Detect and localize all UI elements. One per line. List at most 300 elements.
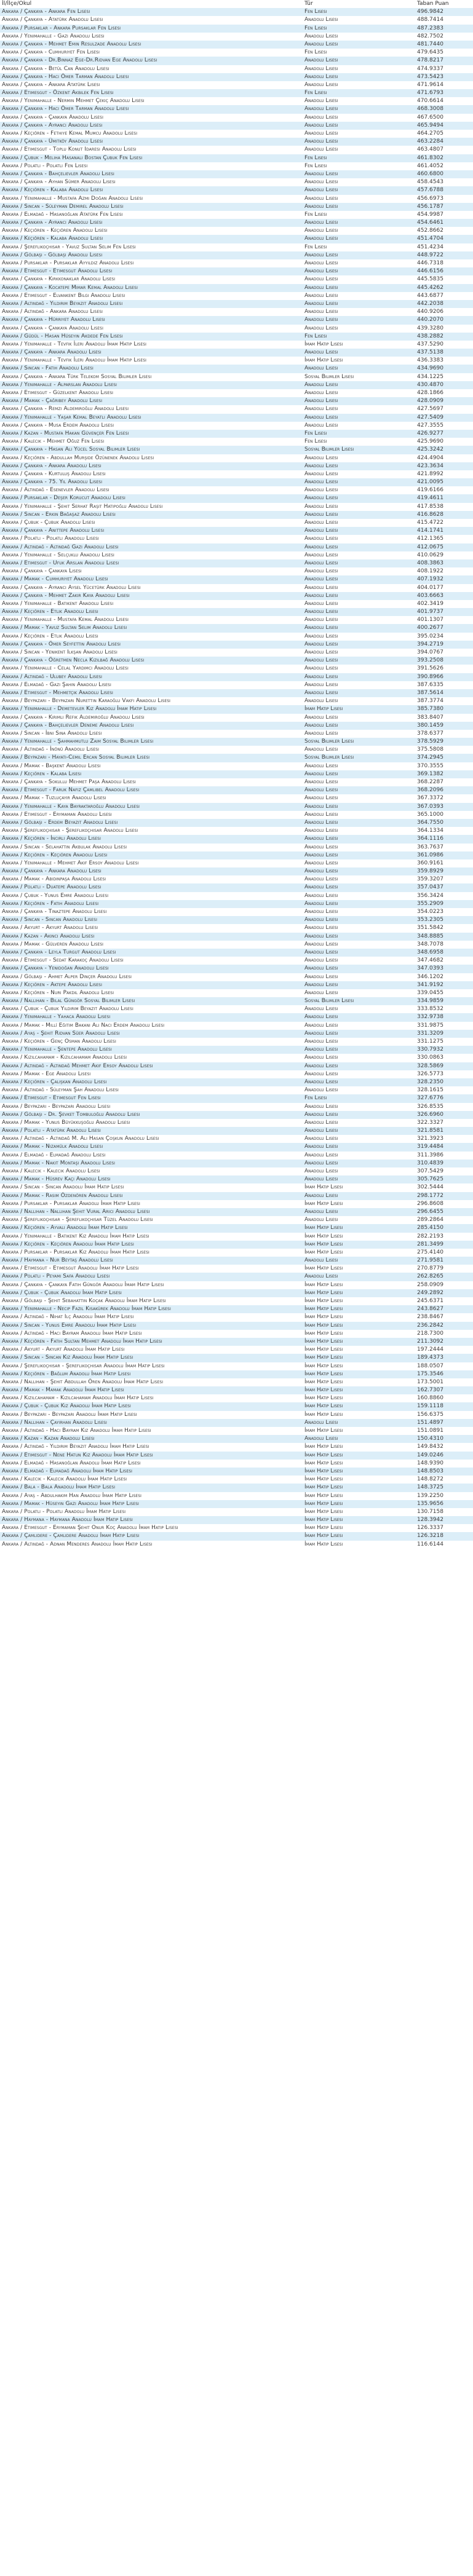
school-type-cell: Anadolu Lisesi — [304, 292, 338, 299]
table-row — [0, 1386, 473, 1394]
school-type-cell: Anadolu Lisesi — [304, 106, 338, 113]
school-name-cell: Ankara / Mamak - Yunus Büyükkuşoğlu Anadolu Lisesi — [2, 1119, 130, 1126]
score-cell: 481.7440 — [417, 41, 443, 47]
score-cell: 148.9390 — [417, 1460, 443, 1466]
table-row — [0, 1103, 473, 1111]
school-type-cell: Anadolu Lisesi — [304, 673, 338, 680]
school-name-cell: Ankara / Sincan - Sincan Anadolu Lisesi — [2, 917, 97, 923]
school-name-cell: Ankara / Keçiören - Bağlum Anadolu İmam Hatip Lisesi — [2, 1370, 131, 1377]
table-row — [0, 1030, 473, 1038]
school-name-cell: Ankara / Keçiören - Fatih Anadolu Lisesi — [2, 900, 99, 907]
table-row — [0, 170, 473, 178]
table-row — [0, 1241, 473, 1249]
table-row — [0, 1135, 473, 1143]
school-name-cell: Ankara / Yenimahalle - Celal Yardımcı Anadolu Lisesi — [2, 665, 129, 672]
school-name-cell: Ankara / Elmadağ - Hasanoğlan Anadolu İmam Hatip Lisesi — [2, 1460, 141, 1466]
table-row — [0, 1175, 473, 1183]
school-name-cell: Ankara / Etimesgut - Nene Hatun Kız Anadolu İmam Hatip Lisesi — [2, 1452, 153, 1458]
school-name-cell: Ankara / Keçiören - Keçiören Anadolu Lisesi — [2, 851, 108, 858]
score-cell: 458.4543 — [417, 179, 443, 186]
table-row — [0, 965, 473, 973]
table-row — [0, 997, 473, 1005]
school-type-cell: Anadolu Lisesi — [304, 625, 338, 631]
score-cell: 238.8467 — [417, 1314, 443, 1321]
school-name-cell: Ankara / Çankaya - Çankaya Fatih Güngör Anadolu İmam Hatip Lisesi — [2, 1281, 164, 1288]
school-name-cell: Ankara / Çankaya - Kırımlı Refik Aldemiroğlu Anadolu Lisesi — [2, 714, 145, 721]
school-name-cell: Ankara / Keçiören - Etlik Anadolu Lisesi — [2, 609, 98, 615]
school-name-cell: Ankara / Etimesgut - Erymaman Şehit Onur Koç Anadolu İmam Hatip Lisesi — [2, 1525, 178, 1531]
school-type-cell: İmam Hatip Lisesi — [304, 1330, 343, 1337]
school-type-cell: Anadolu Lisesi — [304, 1046, 338, 1053]
school-type-cell: Anadolu Lisesi — [304, 641, 338, 647]
school-type-cell: İmam Hatip Lisesi — [304, 1428, 343, 1434]
table-row — [0, 8, 473, 16]
school-type-cell: Anadolu Lisesi — [304, 195, 338, 202]
school-name-cell: Ankara / Altındağ - Yıldırım Beyazıt Anadolu İmam Hatip Lisesi — [2, 1444, 149, 1450]
score-cell: 437.5138 — [417, 349, 443, 356]
school-type-cell: Anadolu Lisesi — [304, 617, 338, 623]
school-type-cell: Anadolu Lisesi — [304, 98, 338, 105]
score-cell: 456.6973 — [417, 195, 443, 202]
school-type-cell: Anadolu Lisesi — [304, 1078, 338, 1085]
school-type-cell: Anadolu Lisesi — [304, 57, 338, 64]
score-cell: 327.6776 — [417, 1095, 443, 1102]
school-type-cell: İmam Hatip Lisesi — [304, 1362, 343, 1369]
school-type-cell: Anadolu Lisesi — [304, 543, 338, 550]
school-name-cell: Ankara / Çankaya - Hacı Ömer Tarman Anadolu Lisesi — [2, 73, 129, 80]
table-row — [0, 1305, 473, 1313]
school-name-cell: Ankara / Yenimahalle - Yaşar Kemal Beyatlı Anadolu Lisesi — [2, 414, 141, 421]
score-cell: 211.3092 — [417, 1338, 443, 1345]
table-row — [0, 1013, 473, 1021]
school-type-cell: Anadolu Lisesi — [304, 941, 338, 947]
score-cell: 298.1772 — [417, 1192, 443, 1199]
school-name-cell: Ankara / Sincan - Yenikent Ilkşan Anadolu Lisesi — [2, 649, 117, 655]
table-row — [0, 786, 473, 794]
school-name-cell: Ankara / Çankaya - Ayrancı Aysel Yücetürk Anadolu Lisesi — [2, 584, 141, 591]
school-type-cell: Anadolu Lisesi — [304, 981, 338, 988]
school-name-cell: Ankara / Çankaya - Bahçelievler Deneme Anadolu Lisesi — [2, 722, 134, 729]
score-cell: 356.3424 — [417, 892, 443, 899]
table-row — [0, 243, 473, 251]
school-type-cell: İmam Hatip Lisesi — [304, 1225, 343, 1231]
school-type-cell: Anadolu Lisesi — [304, 1273, 338, 1280]
score-cell: 321.3923 — [417, 1136, 443, 1142]
score-cell: 443.6877 — [417, 292, 443, 299]
table-row — [0, 438, 473, 446]
table-row — [0, 1273, 473, 1281]
school-name-cell: Ankara / Çankaya - Dr.Binnaz Ege-Dr.Rıdvan Ege Anadolu Lisesi — [2, 57, 157, 64]
school-name-cell: Ankara / Mamak - Millî Eğitim Bakanı Ali Naci Erdem Anadolu Lisesi — [2, 1022, 165, 1029]
score-cell: 348.8885 — [417, 933, 443, 939]
table-row — [0, 33, 473, 41]
school-name-cell: Ankara / Mamak - Hüseyin Gazi Anadolu İmam Hatip Lisesi — [2, 1500, 139, 1507]
table-row — [0, 1046, 473, 1054]
table-row — [0, 981, 473, 989]
score-cell: 197.2444 — [417, 1346, 443, 1353]
score-cell: 341.9192 — [417, 981, 443, 988]
score-cell: 468.3008 — [417, 106, 443, 113]
school-type-cell: Anadolu Lisesi — [304, 1087, 338, 1094]
school-type-cell: Anadolu Lisesi — [304, 730, 338, 737]
score-cell: 478.8217 — [417, 57, 443, 64]
school-type-cell: Anadolu Lisesi — [304, 1176, 338, 1183]
table-row — [0, 349, 473, 357]
school-type-cell: Anadolu Lisesi — [304, 325, 338, 331]
table-row — [0, 430, 473, 438]
score-cell: 359.8929 — [417, 868, 443, 875]
school-name-cell: Ankara / Yenimahalle - Tevfik İleri Anadolu İmam Hatip Lisesi — [2, 341, 146, 347]
school-name-cell: Ankara / Etimesgut - Sedat Karakoç Anadolu Lisesi — [2, 957, 124, 964]
score-cell: 305.7625 — [417, 1176, 443, 1183]
table-row — [0, 908, 473, 916]
school-name-cell: Ankara / Gölbaşı - Dr. Şevket Tombuloğlu Anadolu Lisesi — [2, 1111, 140, 1118]
school-type-cell: Anadolu Lisesi — [304, 17, 338, 23]
school-type-cell: İmam Hatip Lisesi — [304, 1525, 343, 1531]
table-row — [0, 357, 473, 365]
score-cell: 425.9690 — [417, 438, 443, 445]
table-row — [0, 65, 473, 73]
score-cell: 463.2284 — [417, 138, 443, 145]
score-cell: 354.0223 — [417, 909, 443, 915]
school-type-cell: Sosyal Bilimler Lisesi — [304, 998, 354, 1005]
school-type-cell: Anadolu Lisesi — [304, 479, 338, 486]
school-name-cell: Ankara / Yenimahalle - Gazi Anadolu Lisesi — [2, 33, 105, 39]
school-type-cell: Anadolu Lisesi — [304, 520, 338, 526]
score-cell: 434.9690 — [417, 365, 443, 372]
score-cell: 333.8532 — [417, 1006, 443, 1013]
table-row — [0, 600, 473, 608]
score-cell: 457.6788 — [417, 187, 443, 194]
score-cell: 326.8535 — [417, 1103, 443, 1110]
school-type-cell: Anadolu Lisesi — [304, 1192, 338, 1199]
score-cell: 126.3218 — [417, 1533, 443, 1539]
table-row — [0, 657, 473, 665]
school-type-cell: İmam Hatip Lisesi — [304, 1338, 343, 1345]
score-cell: 249.2892 — [417, 1289, 443, 1296]
score-cell: 302.5444 — [417, 1184, 443, 1191]
table-row — [0, 105, 473, 113]
school-name-cell: Ankara / Çubuk - Çubuk Anadolu Lisesi — [2, 520, 95, 526]
school-type-cell: Fen Lisesi — [304, 25, 327, 31]
score-cell: 149.0246 — [417, 1452, 443, 1458]
score-cell: 332.9738 — [417, 1014, 443, 1021]
table-row — [0, 803, 473, 811]
school-type-cell: İmam Hatip Lisesi — [304, 1233, 343, 1239]
school-name-cell: Ankara / Polatlı - Polatlı Fen Lisesi — [2, 162, 88, 169]
school-name-cell: Ankara / Çankaya - Ankara Anadolu Lisesi — [2, 462, 101, 469]
table-row — [0, 373, 473, 381]
table-row — [0, 1022, 473, 1030]
table-row — [0, 989, 473, 997]
school-type-cell: Anadolu Lisesi — [304, 1030, 338, 1037]
table-row — [0, 1330, 473, 1338]
school-name-cell: Ankara / Altındağ - Esenevler Anadolu Lisesi — [2, 487, 109, 494]
table-row — [0, 1167, 473, 1175]
school-type-cell: Anadolu Lisesi — [304, 300, 338, 307]
school-name-cell: Ankara / Altındağ - Altındağ Gazi Anadolu Lisesi — [2, 543, 119, 550]
school-name-cell: Ankara / Mamak - Cumhuriyet Anadolu Lisesi — [2, 576, 108, 583]
score-cell: 452.8662 — [417, 227, 443, 234]
school-name-cell: Ankara / Kızılcahamam - Kızılcahamam Anadolu İmam Hatip Lisesi — [2, 1395, 154, 1402]
table-row — [0, 470, 473, 478]
school-name-cell: Ankara / Sincan - Erkin Bağaşaz Anadolu Lisesi — [2, 511, 116, 518]
school-type-cell: Anadolu Lisesi — [304, 868, 338, 875]
table-row — [0, 1111, 473, 1119]
school-name-cell: Ankara / Etimesgut - Etimesgut Anadolu İmam Hatip Lisesi — [2, 1265, 139, 1272]
table-row — [0, 1492, 473, 1500]
table-row — [0, 397, 473, 405]
school-type-cell: Anadolu Lisesi — [304, 381, 338, 388]
school-type-cell: Anadolu Lisesi — [304, 649, 338, 655]
table-row — [0, 1005, 473, 1013]
table-row — [0, 794, 473, 802]
score-cell: 281.3499 — [417, 1241, 443, 1247]
score-cell: 321.8581 — [417, 1128, 443, 1134]
table-row — [0, 1143, 473, 1151]
school-type-cell: Fen Lisesi — [304, 333, 327, 339]
table-row — [0, 275, 473, 283]
school-type-cell: Sosyal Bilimler Lisesi — [304, 738, 354, 745]
score-cell: 368.2287 — [417, 779, 443, 785]
table-row — [0, 1224, 473, 1232]
school-name-cell: Ankara / Yenimahalle - Necip Fazıl Kısakürek Anadolu İmam Hatip Lisesi — [2, 1306, 171, 1313]
table-row — [0, 883, 473, 891]
school-name-cell: Ankara / Keçiören - Çalışkan Anadolu Lisesi — [2, 1078, 107, 1085]
score-cell: 365.1000 — [417, 811, 443, 818]
table-row — [0, 762, 473, 770]
school-name-cell: Ankara / Kızılcahamam - Kızılcahamam Anadolu Lisesi — [2, 1054, 127, 1061]
score-cell: 434.1225 — [417, 373, 443, 380]
table-row — [0, 1038, 473, 1046]
table-row — [0, 957, 473, 965]
school-type-cell: İmam Hatip Lisesi — [304, 341, 343, 347]
table-row — [0, 1313, 473, 1321]
table-row — [0, 486, 473, 494]
school-name-cell: Ankara / Keçiören - Genç Osman Anadolu Lisesi — [2, 1038, 116, 1045]
school-type-cell: Anadolu Lisesi — [304, 559, 338, 566]
table-row — [0, 308, 473, 316]
table-row — [0, 203, 473, 211]
school-name-cell: Ankara / Çankaya - Ömer Seyfettin Anadolu Lisesi — [2, 641, 121, 647]
school-name-cell: Ankara / Yenimahalle - Alparslan Anadolu Lisesi — [2, 381, 117, 388]
school-name-cell: Ankara / Çankaya - Sokullu Mehmet Paşa Anadolu Lisesi — [2, 779, 136, 785]
table-row — [0, 1370, 473, 1378]
school-type-cell: Anadolu Lisesi — [304, 592, 338, 599]
table-row — [0, 973, 473, 981]
score-cell: 330.7932 — [417, 1046, 443, 1053]
score-cell: 275.4140 — [417, 1249, 443, 1255]
score-cell: 427.3555 — [417, 422, 443, 429]
score-cell: 322.3327 — [417, 1119, 443, 1126]
score-cell: 496.9842 — [417, 9, 443, 15]
school-name-cell: Ankara / Nallıhan - Bilal Güngör Sosyal Bilimler Lisesi — [2, 998, 135, 1005]
table-row — [0, 1054, 473, 1062]
school-type-cell: Anadolu Lisesi — [304, 568, 338, 575]
score-cell: 351.5842 — [417, 925, 443, 931]
school-name-cell: Ankara / Çankaya - 75. Yıl Anadolu Lisesi — [2, 479, 103, 486]
table-row — [0, 154, 473, 162]
score-cell: 359.3207 — [417, 876, 443, 883]
table-row — [0, 1516, 473, 1524]
score-cell: 403.6663 — [417, 592, 443, 599]
school-type-cell: Anadolu Lisesi — [304, 892, 338, 899]
table-row — [0, 633, 473, 641]
table-row — [0, 1508, 473, 1516]
table-row — [0, 1257, 473, 1265]
table-row — [0, 1346, 473, 1354]
score-cell: 488.7414 — [417, 17, 443, 23]
school-type-cell: Anadolu Lisesi — [304, 487, 338, 494]
table-row — [0, 130, 473, 138]
school-type-cell: Anadolu Lisesi — [304, 268, 338, 275]
school-name-cell: Ankara / Pursaklar - Deşer Korucut Anadolu Lisesi — [2, 495, 125, 502]
school-name-cell: Ankara / Şereflikoçhisar - Şereflikoçhisar Tüzel Anadolu Lisesi — [2, 1217, 153, 1223]
school-type-cell: Anadolu Lisesi — [304, 1217, 338, 1223]
score-cell: 139.2250 — [417, 1492, 443, 1499]
school-name-cell: Ankara / Altındağ - Ulubey Anadolu Lisesi — [2, 673, 102, 680]
table-row — [0, 559, 473, 567]
school-name-cell: Ankara / Çankaya - Musa Erdem Anadolu Lisesi — [2, 422, 114, 429]
school-name-cell: Ankara / Yenimahalle - Nermin Mehmet Çekiç Anadolu Lisesi — [2, 98, 145, 105]
table-row — [0, 649, 473, 657]
school-type-cell: Anadolu Lisesi — [304, 81, 338, 88]
score-cell: 364.1334 — [417, 828, 443, 834]
score-cell: 487.2383 — [417, 25, 443, 31]
score-cell: 393.2508 — [417, 657, 443, 664]
table-row — [0, 949, 473, 957]
school-type-cell: Anadolu Lisesi — [304, 251, 338, 258]
score-cell: 347.4682 — [417, 957, 443, 964]
table-row — [0, 827, 473, 835]
school-name-cell: Ankara / Keçiören - Ayvalı Anadolu İmam Hatip Lisesi — [2, 1225, 128, 1231]
school-type-cell: Anadolu Lisesi — [304, 1014, 338, 1021]
school-name-cell: Ankara / Altındağ - Hacı Bayram Anadolu İmam Hatip Lisesi — [2, 1330, 142, 1337]
school-type-cell: Anadolu Lisesi — [304, 235, 338, 242]
school-type-cell: Anadolu Lisesi — [304, 1022, 338, 1029]
school-name-cell: Ankara / Etimesgut - Faruk Nafiz Çamlıbel Anadolu Lisesi — [2, 787, 140, 794]
score-cell: 310.4839 — [417, 1160, 443, 1166]
score-cell: 148.3725 — [417, 1484, 443, 1491]
score-cell: 440.2070 — [417, 317, 443, 323]
table-row — [0, 1200, 473, 1208]
school-name-cell: Ankara / Çankaya - Hürriyet Anadolu Lisesi — [2, 317, 105, 323]
score-cell: 408.3863 — [417, 559, 443, 566]
school-name-cell: Ankara / Çubuk - Meliha Hasanali Bostan Çubuk Fen Lisesi — [2, 154, 143, 161]
school-name-cell: Ankara / Nallıhan - Nallıhan Şehit Vural Arıcı Anadolu Lisesi — [2, 1208, 150, 1215]
school-name-cell: Ankara / Keçiören - Keçiören Anadolu Lisesi — [2, 227, 108, 234]
score-cell: 461.4052 — [417, 162, 443, 169]
school-type-cell: Anadolu Lisesi — [304, 1062, 338, 1069]
table-row — [0, 705, 473, 713]
school-type-cell: Sosyal Bilimler Lisesi — [304, 373, 354, 380]
school-name-cell: Ankara / Çankaya - Cumhuriyet Fen Lisesi — [2, 49, 100, 56]
school-type-cell: Anadolu Lisesi — [304, 179, 338, 186]
school-name-cell: Ankara / Yenimahalle - Tevfik İleri Anadolu İmam Hatip Lisesi — [2, 357, 146, 364]
score-cell: 446.7318 — [417, 260, 443, 266]
table-row — [0, 341, 473, 349]
table-row — [0, 1233, 473, 1241]
school-name-cell: Ankara / Beypazarı - Beypazarı Nurettin Karaoğlu Vakfı Anadolu Lisesi — [2, 698, 170, 705]
school-type-cell: Anadolu Lisesi — [304, 317, 338, 323]
score-cell: 401.9737 — [417, 609, 443, 615]
school-name-cell: Ankara / Çankaya - Öğretmen Necla Kızılbağ Anadolu Lisesi — [2, 657, 145, 664]
score-cell: 331.1275 — [417, 1038, 443, 1045]
school-type-cell: İmam Hatip Lisesi — [304, 1395, 343, 1402]
score-cell: 360.9161 — [417, 859, 443, 866]
school-name-cell: Ankara / Keçiören - Abdullah Murşide Özünenek Anadolu Lisesi — [2, 454, 154, 461]
school-type-cell: Sosyal Bilimler Lisesi — [304, 446, 354, 453]
school-type-cell: İmam Hatip Lisesi — [304, 1517, 343, 1523]
table-row — [0, 333, 473, 341]
school-type-cell: Anadolu Lisesi — [304, 462, 338, 469]
school-name-cell: Ankara / Mamak - Ege Anadolu Lisesi — [2, 1070, 91, 1077]
table-row — [0, 381, 473, 389]
school-name-cell: Ankara / Polatlı - Atatürk Anadolu Lisesi — [2, 1128, 101, 1134]
table-row — [0, 1394, 473, 1402]
table-row — [0, 41, 473, 49]
score-cell: 135.9656 — [417, 1500, 443, 1507]
column-header-type: Tür — [304, 1, 313, 7]
table-row — [0, 1094, 473, 1102]
school-type-cell: Fen Lisesi — [304, 90, 327, 97]
school-name-cell: Ankara / Mamak - Gülveren Anadolu Lisesi — [2, 941, 104, 947]
score-cell: 467.6500 — [417, 114, 443, 121]
school-name-cell: Ankara / Yenimahalle - Yahaca Anadolu Lisesi — [2, 1014, 111, 1021]
school-type-cell: Sosyal Bilimler Lisesi — [304, 754, 354, 761]
score-cell: 401.1307 — [417, 617, 443, 623]
school-type-cell: İmam Hatip Lisesi — [304, 1241, 343, 1247]
school-type-cell: Anadolu Lisesi — [304, 859, 338, 866]
school-type-cell: Anadolu Lisesi — [304, 41, 338, 47]
table-row — [0, 1078, 473, 1086]
school-name-cell: Ankara / Keçiören - Fatih Sultan Mehmet Anadolu İmam Hatip Lisesi — [2, 1338, 162, 1345]
table-row — [0, 575, 473, 583]
table-row — [0, 1460, 473, 1468]
school-name-cell: Ankara / Polatlı - Polatlı Anadolu Lisesi — [2, 535, 99, 542]
school-name-cell: Ankara / Çankaya - Ankara Anadolu Lisesi — [2, 349, 101, 356]
school-type-cell: Anadolu Lisesi — [304, 1070, 338, 1077]
school-type-cell: Fen Lisesi — [304, 9, 327, 15]
score-cell: 400.2677 — [417, 625, 443, 631]
score-cell: 357.0437 — [417, 884, 443, 891]
score-cell: 424.4904 — [417, 454, 443, 461]
school-name-cell: Ankara / Mamak - Çağrıbey Anadolu Lisesi — [2, 398, 103, 405]
table-row — [0, 405, 473, 413]
score-cell: 188.0507 — [417, 1362, 443, 1369]
school-type-cell: Anadolu Lisesi — [304, 1419, 338, 1426]
table-row — [0, 16, 473, 24]
score-cell: 456.1787 — [417, 203, 443, 210]
school-type-cell: Anadolu Lisesi — [304, 949, 338, 955]
table-row — [0, 422, 473, 430]
score-cell: 374.2945 — [417, 754, 443, 761]
school-name-cell: Ankara / Şereflikoçhisar - Şereflikoçhisar Anadolu İmam Hatip Lisesi — [2, 1362, 165, 1369]
table-row — [0, 235, 473, 243]
table-row — [0, 851, 473, 859]
table-row — [0, 819, 473, 827]
score-cell: 387.3774 — [417, 698, 443, 705]
table-row — [0, 608, 473, 616]
school-type-cell: Anadolu Lisesi — [304, 779, 338, 785]
school-name-cell: Ankara / Etimesgut - Elvankent Bilgi Anadolu Lisesi — [2, 292, 125, 299]
score-cell: 128.3942 — [417, 1517, 443, 1523]
table-row — [0, 567, 473, 575]
score-cell: 410.0629 — [417, 551, 443, 558]
score-cell: 326.5773 — [417, 1070, 443, 1077]
school-name-cell: Ankara / Çubuk - Çubuk Kız Anadolu İmam Hatip Lisesi — [2, 1403, 131, 1410]
school-type-cell: Anadolu Lisesi — [304, 219, 338, 226]
